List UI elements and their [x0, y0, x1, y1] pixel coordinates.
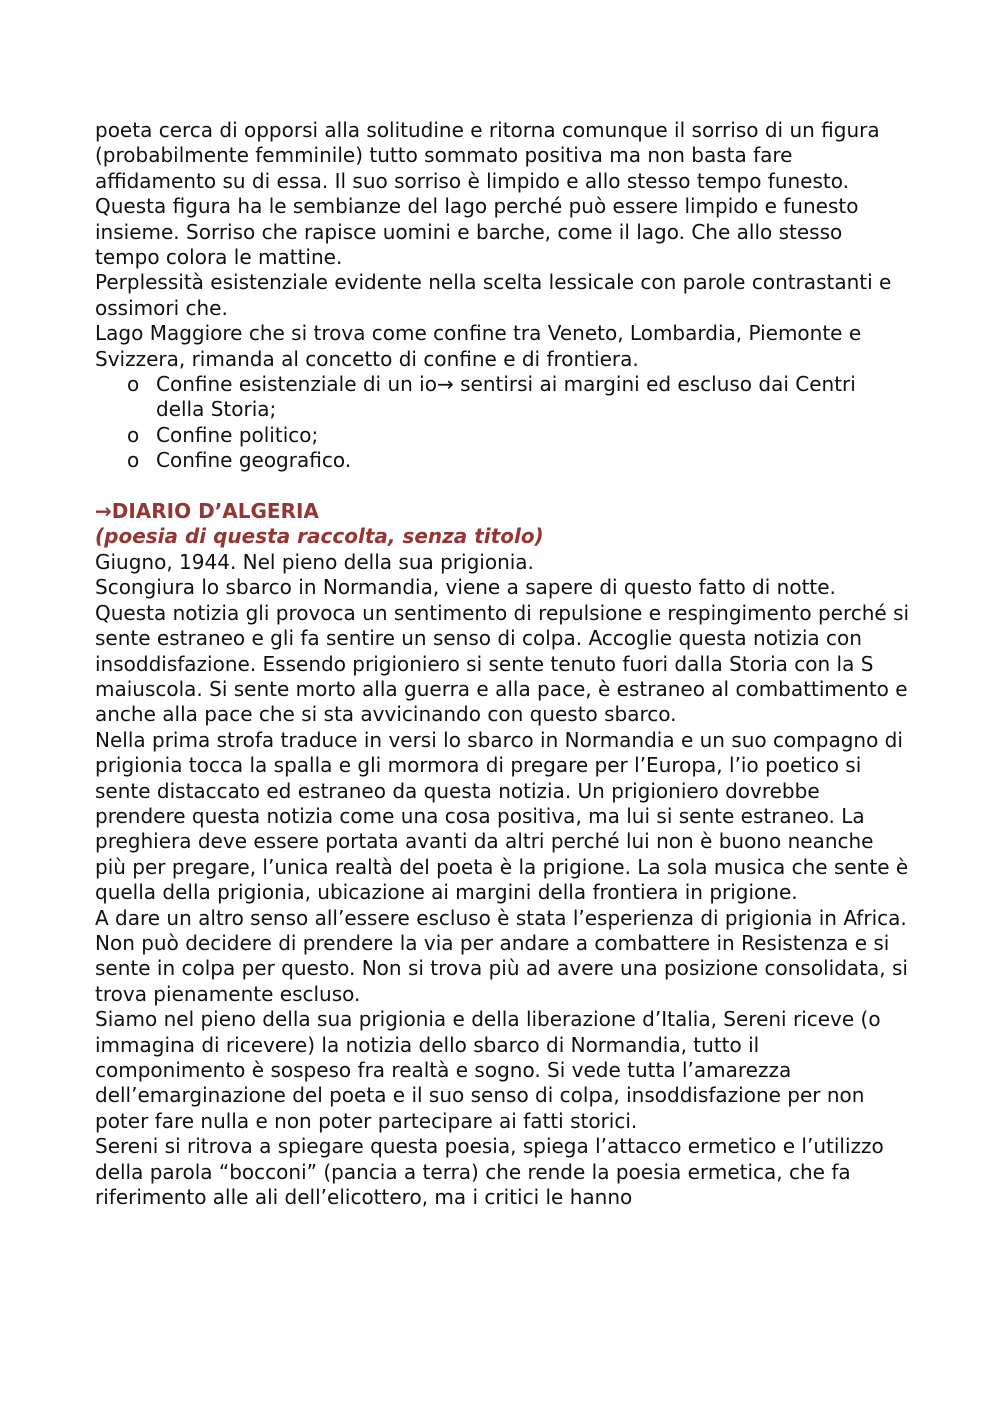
body-paragraph-5: Siamo nel pieno della sua prigionia e della liberazione d’Italia, Sereni riceve (o immagina di ricevere) la notizia dello sbarco di Normandia, tutto il componimento è sospeso fra realtà e sogno. Si vede tutta l’amarezza dell’emarginazione del poeta e il suo senso di colpa, insoddisfazione per non poter fare nulla e non poter partecipare ai fatti storici.	[95, 1007, 881, 1133]
section-title: →DIARIO D’ALGERIA	[95, 499, 319, 524]
list-item-text: Confine geografico.	[156, 448, 352, 473]
intro-paragraph-1: poeta cerca di opporsi alla solitudine e ritorna comunque il sorriso di un figura (probabilmente femminile) tutto sommato positiva ma non basta fare affidamento su di essa. Il suo sorriso è limpido e allo stesso tempo funesto. Questa figura ha le sembianze del lago perché può essere limpido e funesto insieme. Sorriso che rapisce uomini e barche, come il lago. Che allo stesso tempo colora le mattine.	[95, 118, 880, 270]
confine-list	[95, 372, 910, 474]
intro-paragraph-2: Perplessità esistenziale evidente nella scelta lessicale con parole contrastanti e ossimori che.	[95, 270, 892, 320]
body-paragraph-1: Giugno, 1944. Nel pieno della sua prigionia.	[95, 549, 534, 574]
section-subtitle: (poesia di questa raccolta, senza titolo)	[95, 524, 544, 549]
list-item-text: Confine esistenziale di un io→ sentirsi ai margini ed escluso dai Centri della Storia;	[156, 372, 856, 422]
body-paragraph-2: Scongiura lo sbarco in Normandia, viene a sapere di questo fatto di notte. Questa notizia gli provoca un sentimento di repulsione e respingimento perché si sente estraneo e gli fa sentire un senso di colpa. Accoglie questa notizia con insoddisfazione. Essendo prigioniero si sente tenuto fuori dalla Storia con la S maiuscola. Si sente morto alla guerra e alla pace, è estraneo al combattimento e anche alla pace che si sta avvicinando con questo sbarco.	[95, 575, 910, 727]
intro-paragraph-3: Lago Maggiore che si trova come confine tra Veneto, Lombardia, Piemonte e Svizzera, rimanda al concetto di confine e di frontiera.	[95, 321, 862, 371]
list-item-text: Confine politico;	[156, 422, 319, 447]
list-item	[95, 372, 910, 423]
bullet-marker: o	[127, 448, 140, 473]
bullet-marker: o	[127, 422, 140, 447]
body-paragraph-6: Sereni si ritrova a spiegare questa poesia, spiega l’attacco ermetico e l’utilizzo della parola “bocconi” (pancia a terra) che rende la poesia ermetica, che fa riferimento alle ali dell’elicottero, ma i critici le hanno	[95, 1134, 884, 1210]
bullet-marker: o	[127, 372, 140, 397]
list-item	[95, 423, 910, 448]
blank-line	[95, 474, 910, 499]
document-page	[95, 118, 910, 1210]
list-item	[95, 448, 910, 473]
body-paragraph-3: Nella prima strofa traduce in versi lo sbarco in Normandia e un suo compagno di prigionia tocca la spalla e gli mormora di pregare per l’Europa, l’io poetico si sente distaccato ed estraneo da questa notizia. Un prigioniero dovrebbe prendere questa notizia come una cosa positiva, ma lui si sente estraneo. La preghiera deve essere portata avanti da altri perché lui non è buono neanche più per pregare, l’unica realtà del poeta è la prigione. La sola musica che sente è quella della prigionia, ubicazione ai margini della frontiera in prigione.	[95, 727, 909, 905]
body-paragraph-4: A dare un altro senso all’essere escluso è stata l’esperienza di prigionia in Africa. Non può decidere di prendere la via per andare a combattere in Resistenza e si sente in colpa per questo. Non si trova più ad avere una posizione consolidata, si trova pienamente escluso.	[95, 905, 908, 1006]
